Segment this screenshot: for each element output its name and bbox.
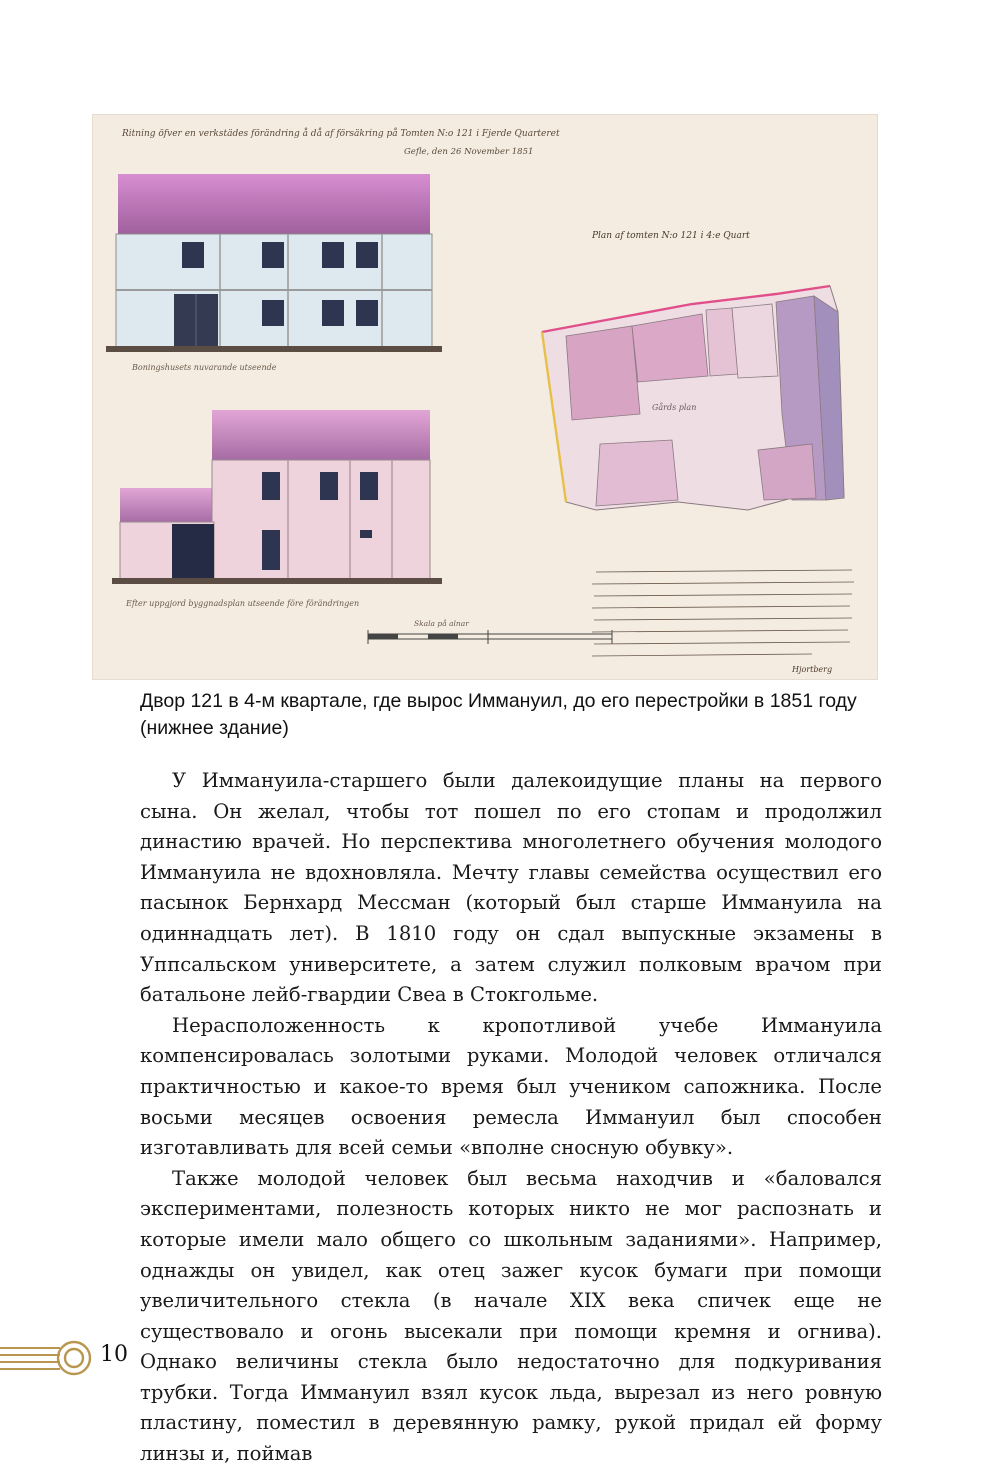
- roof-top-building: [118, 174, 430, 236]
- side-door: [172, 524, 214, 580]
- page-ornament: [0, 1336, 98, 1388]
- site-plan: [542, 286, 844, 510]
- roof-side-building: [120, 488, 214, 524]
- archival-drawing-figure: [92, 114, 878, 680]
- scale-bar: [368, 630, 612, 644]
- plan-title: Plan af tomten N:o 121 i 4:e Quart: [592, 231, 750, 241]
- handwritten-header-line2: Gefle, den 26 November 1851: [404, 147, 534, 157]
- scale-label: Skala på alnar: [414, 619, 469, 628]
- body-text: [140, 766, 882, 1470]
- drawing-svg: [92, 114, 878, 680]
- signature: Hjortberg: [792, 665, 833, 674]
- elevation-bottom-building: [112, 410, 442, 584]
- roof-main-building: [212, 410, 430, 462]
- paragraph-2: Нерасположенность к кропотливой учебе Иммануила компенсировалась золотыми руками. Молодой человек отличался практичностью и какое-то время был учеником сапожника. После восьми месяцев освоения ремесла Иммануил был способен изготавливать для всей семьи «вполне сносную обувку».: [140, 1013, 882, 1160]
- paragraph-3: Также молодой человек был весьма находчив и «баловался экспериментами, полезность которых никто не мог распознать и которые имели мало общего со школьным заданиями». Например, однажды он увидел, как отец зажег кусок бумаги при помощи увеличительного стекла (в начале XIX века спичек еще не существовало и огонь высекали при помощи кремня и огнива). Однако величины стекла было недостаточно для подкуривания трубки. Тогда Иммануил взял кусок льда, вырезал из него ровную пластину, поместил в деревянную рамку, рукой придал ей форму линзы и, поймав: [140, 1166, 882, 1466]
- figure-caption: Двор 121 в 4-м квартале, где вырос Иммануил, до его перестройки в 1851 году (нижнее здание): [140, 690, 857, 739]
- elevation-top-building: [106, 174, 442, 352]
- paragraph-1: У Иммануила-старшего были далекоидущие планы на первого сына. Он желал, чтобы тот пошел по его стопам и продолжил династию врачей. Но перспектива многолетнего обучения молодого Иммануила не вдохновляла. Мечту главы семейства осуществил его пасынок Бернхард Мессман (который был старше Иммануила на одиннадцать лет). В 1810 году он сдал выпускные экзамены в Уппсальском университете, а затем служил полковым врачом при батальоне лейб-гвардии Свеа в Стокгольме.: [140, 769, 882, 1007]
- ornament-icon: [0, 1336, 98, 1384]
- elevation-bottom-label: Efter uppgjord byggnadsplan utseende före förändringen: [126, 599, 360, 608]
- page-number: 10: [100, 1342, 128, 1367]
- elevation-top-label: Boningshusets nuvarande utseende: [132, 363, 277, 372]
- plan-courtyard-label: Gårds plan: [652, 403, 697, 412]
- handwritten-notes: [592, 570, 854, 656]
- handwritten-header-line1: Ritning öfver en verkstädes förändring å då af försäkring på Tomten N:o 121 i Fjerde Quarteret: [122, 129, 560, 139]
